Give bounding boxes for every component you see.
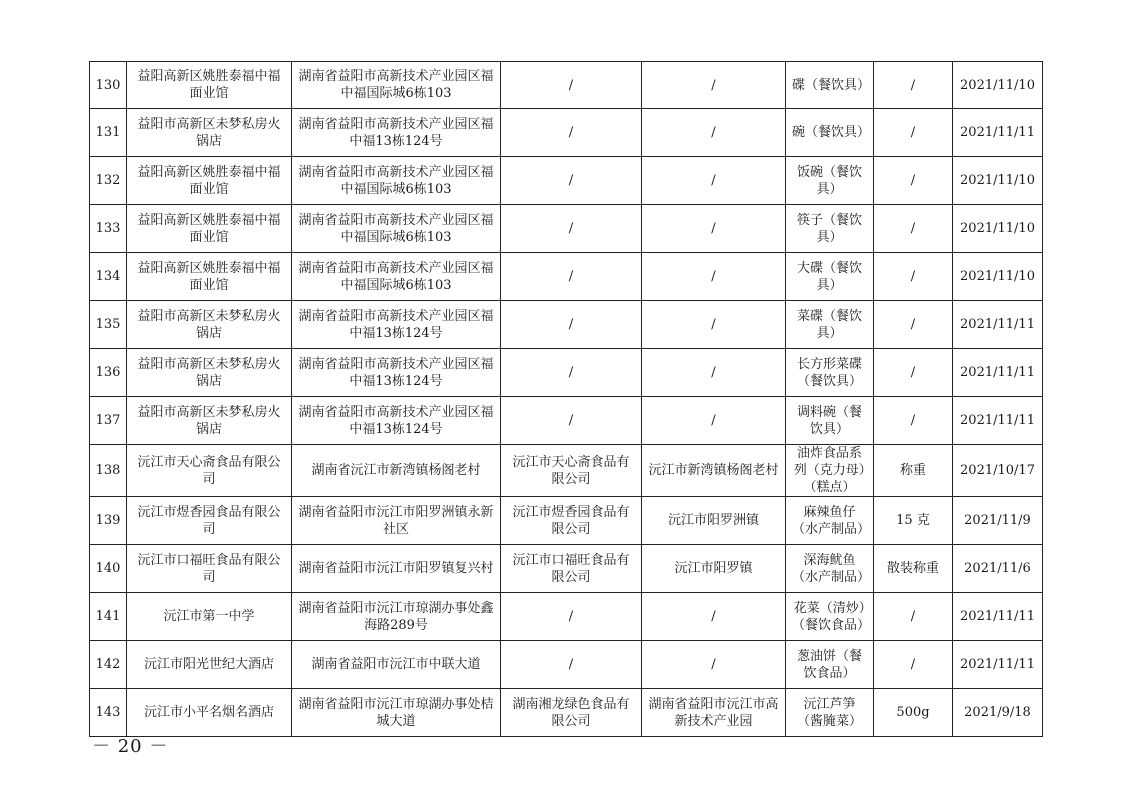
row-number-cell: 139 [90, 497, 127, 545]
table-row [90, 689, 1043, 737]
product-name-cell: 饭碗（餐饮具） [786, 157, 874, 205]
producer-name-cell: / [501, 349, 642, 397]
product-name-cell: 大碟（餐饮具） [786, 253, 874, 301]
table-row [90, 301, 1043, 349]
specification-cell: / [874, 62, 953, 109]
producer-address-cell: / [642, 157, 786, 205]
enterprise-address-cell: 湖南省益阳市高新技术产业园区福中福国际城6栋103 [292, 157, 501, 205]
product-name-cell: 碟（餐饮具） [786, 62, 874, 109]
specification-cell: 15 克 [874, 497, 953, 545]
enterprise-address-cell: 湖南省益阳市高新技术产业园区福中福13栋124号 [292, 397, 501, 445]
enterprise-address-cell: 湖南省益阳市沅江市琼湖办事处鑫海路289号 [292, 593, 501, 641]
date-cell: 2021/10/17 [953, 445, 1043, 497]
producer-address-cell: 沅江市新湾镇杨阁老村 [642, 445, 786, 497]
table-row [90, 157, 1043, 205]
producer-address-cell: / [642, 397, 786, 445]
producer-name-cell: / [501, 157, 642, 205]
enterprise-name-cell: 沅江市口福旺食品有限公司 [127, 545, 292, 593]
product-name-cell: 沅江芦笋（酱腌菜） [786, 689, 874, 737]
enterprise-name-cell: 益阳市高新区未梦私房火锅店 [127, 349, 292, 397]
enterprise-name-cell: 益阳市高新区未梦私房火锅店 [127, 109, 292, 157]
producer-name-cell: 沅江市煜香园食品有限公司 [501, 497, 642, 545]
inspection-results-table [89, 61, 1043, 737]
producer-name-cell: 沅江市天心斋食品有限公司 [501, 445, 642, 497]
date-cell: 2021/11/11 [953, 641, 1043, 689]
producer-address-cell: / [642, 62, 786, 109]
row-number-cell: 131 [90, 109, 127, 157]
specification-cell: / [874, 253, 953, 301]
enterprise-address-cell: 湖南省益阳市高新技术产业园区福中福13栋124号 [292, 109, 501, 157]
row-number-cell: 134 [90, 253, 127, 301]
enterprise-address-cell: 湖南省益阳市沅江市阳罗洲镇永新社区 [292, 497, 501, 545]
table-row [90, 397, 1043, 445]
specification-cell: / [874, 397, 953, 445]
producer-name-cell: / [501, 301, 642, 349]
producer-name-cell: / [501, 253, 642, 301]
specification-cell: / [874, 641, 953, 689]
producer-name-cell: / [501, 593, 642, 641]
enterprise-name-cell: 益阳市高新区未梦私房火锅店 [127, 397, 292, 445]
row-number-cell: 137 [90, 397, 127, 445]
date-cell: 2021/11/11 [953, 109, 1043, 157]
enterprise-address-cell: 湖南省益阳市高新技术产业园区福中福国际城6栋103 [292, 205, 501, 253]
product-name-cell: 长方形菜碟（餐饮具） [786, 349, 874, 397]
producer-name-cell: / [501, 641, 642, 689]
enterprise-address-cell: 湖南省益阳市沅江市中联大道 [292, 641, 501, 689]
date-cell: 2021/9/18 [953, 689, 1043, 737]
enterprise-name-cell: 沅江市阳光世纪大酒店 [127, 641, 292, 689]
table-row [90, 109, 1043, 157]
producer-address-cell: / [642, 205, 786, 253]
producer-address-cell: / [642, 253, 786, 301]
product-name-cell: 麻辣鱼仔（水产制品） [786, 497, 874, 545]
specification-cell: / [874, 109, 953, 157]
date-cell: 2021/11/9 [953, 497, 1043, 545]
row-number-cell: 140 [90, 545, 127, 593]
specification-cell: / [874, 301, 953, 349]
producer-address-cell: / [642, 109, 786, 157]
date-cell: 2021/11/11 [953, 301, 1043, 349]
producer-address-cell: 湖南省益阳市沅江市高新技术产业园 [642, 689, 786, 737]
enterprise-name-cell: 沅江市第一中学 [127, 593, 292, 641]
specification-cell: / [874, 593, 953, 641]
row-number-cell: 130 [90, 62, 127, 109]
row-number-cell: 141 [90, 593, 127, 641]
specification-cell: / [874, 349, 953, 397]
date-cell: 2021/11/10 [953, 157, 1043, 205]
specification-cell: / [874, 205, 953, 253]
producer-name-cell: / [501, 397, 642, 445]
producer-name-cell: / [501, 205, 642, 253]
producer-name-cell: 沅江市口福旺食品有限公司 [501, 545, 642, 593]
enterprise-address-cell: 湖南省益阳市沅江市阳罗镇复兴村 [292, 545, 501, 593]
table-row [90, 253, 1043, 301]
enterprise-address-cell: 湖南省益阳市高新技术产业园区福中福国际城6栋103 [292, 62, 501, 109]
specification-cell: 称重 [874, 445, 953, 497]
row-number-cell: 132 [90, 157, 127, 205]
producer-name-cell: 湖南湘龙绿色食品有限公司 [501, 689, 642, 737]
producer-address-cell: 沅江市阳罗镇 [642, 545, 786, 593]
date-cell: 2021/11/10 [953, 62, 1043, 109]
date-cell: 2021/11/10 [953, 205, 1043, 253]
row-number-cell: 135 [90, 301, 127, 349]
enterprise-address-cell: 湖南省沅江市新湾镇杨阁老村 [292, 445, 501, 497]
producer-address-cell: / [642, 641, 786, 689]
enterprise-address-cell: 湖南省益阳市高新技术产业园区福中福国际城6栋103 [292, 253, 501, 301]
table-row [90, 62, 1043, 109]
date-cell: 2021/11/11 [953, 397, 1043, 445]
enterprise-name-cell: 益阳高新区姚胜泰福中福面业馆 [127, 253, 292, 301]
enterprise-name-cell: 沅江市小平名烟名酒店 [127, 689, 292, 737]
product-name-cell: 筷子（餐饮具） [786, 205, 874, 253]
table-row [90, 593, 1043, 641]
table-row [90, 497, 1043, 545]
row-number-cell: 136 [90, 349, 127, 397]
producer-name-cell: / [501, 109, 642, 157]
enterprise-address-cell: 湖南省益阳市沅江市琼湖办事处桔城大道 [292, 689, 501, 737]
date-cell: 2021/11/10 [953, 253, 1043, 301]
enterprise-name-cell: 沅江市天心斋食品有限公司 [127, 445, 292, 497]
table-body [90, 62, 1043, 737]
specification-cell: 500g [874, 689, 953, 737]
specification-cell: 散装称重 [874, 545, 953, 593]
product-name-cell: 碗（餐饮具） [786, 109, 874, 157]
product-name-cell: 调料碗（餐饮具） [786, 397, 874, 445]
producer-address-cell: / [642, 349, 786, 397]
enterprise-address-cell: 湖南省益阳市高新技术产业园区福中福13栋124号 [292, 349, 501, 397]
specification-cell: / [874, 157, 953, 205]
producer-address-cell: / [642, 593, 786, 641]
table-row [90, 349, 1043, 397]
row-number-cell: 133 [90, 205, 127, 253]
enterprise-name-cell: 益阳高新区姚胜泰福中福面业馆 [127, 157, 292, 205]
table-row [90, 641, 1043, 689]
table-row [90, 545, 1043, 593]
date-cell: 2021/11/11 [953, 349, 1043, 397]
row-number-cell: 138 [90, 445, 127, 497]
product-name-cell: 油炸食品系列（克力母）（糕点） [786, 445, 874, 497]
enterprise-name-cell: 益阳高新区姚胜泰福中福面业馆 [127, 62, 292, 109]
producer-name-cell: / [501, 62, 642, 109]
enterprise-name-cell: 沅江市煜香园食品有限公司 [127, 497, 292, 545]
product-name-cell: 菜碟（餐饮具） [786, 301, 874, 349]
enterprise-name-cell: 益阳市高新区未梦私房火锅店 [127, 301, 292, 349]
table-row [90, 445, 1043, 497]
product-name-cell: 深海鱿鱼（水产制品） [786, 545, 874, 593]
row-number-cell: 142 [90, 641, 127, 689]
date-cell: 2021/11/11 [953, 593, 1043, 641]
producer-address-cell: 沅江市阳罗洲镇 [642, 497, 786, 545]
row-number-cell: 143 [90, 689, 127, 737]
enterprise-address-cell: 湖南省益阳市高新技术产业园区福中福13栋124号 [292, 301, 501, 349]
enterprise-name-cell: 益阳高新区姚胜泰福中福面业馆 [127, 205, 292, 253]
table-row [90, 205, 1043, 253]
product-name-cell: 葱油饼（餐饮食品） [786, 641, 874, 689]
product-name-cell: 花菜（清炒）（餐饮食品） [786, 593, 874, 641]
producer-address-cell: / [642, 301, 786, 349]
date-cell: 2021/11/6 [953, 545, 1043, 593]
page-number: － 20 － [92, 736, 169, 757]
